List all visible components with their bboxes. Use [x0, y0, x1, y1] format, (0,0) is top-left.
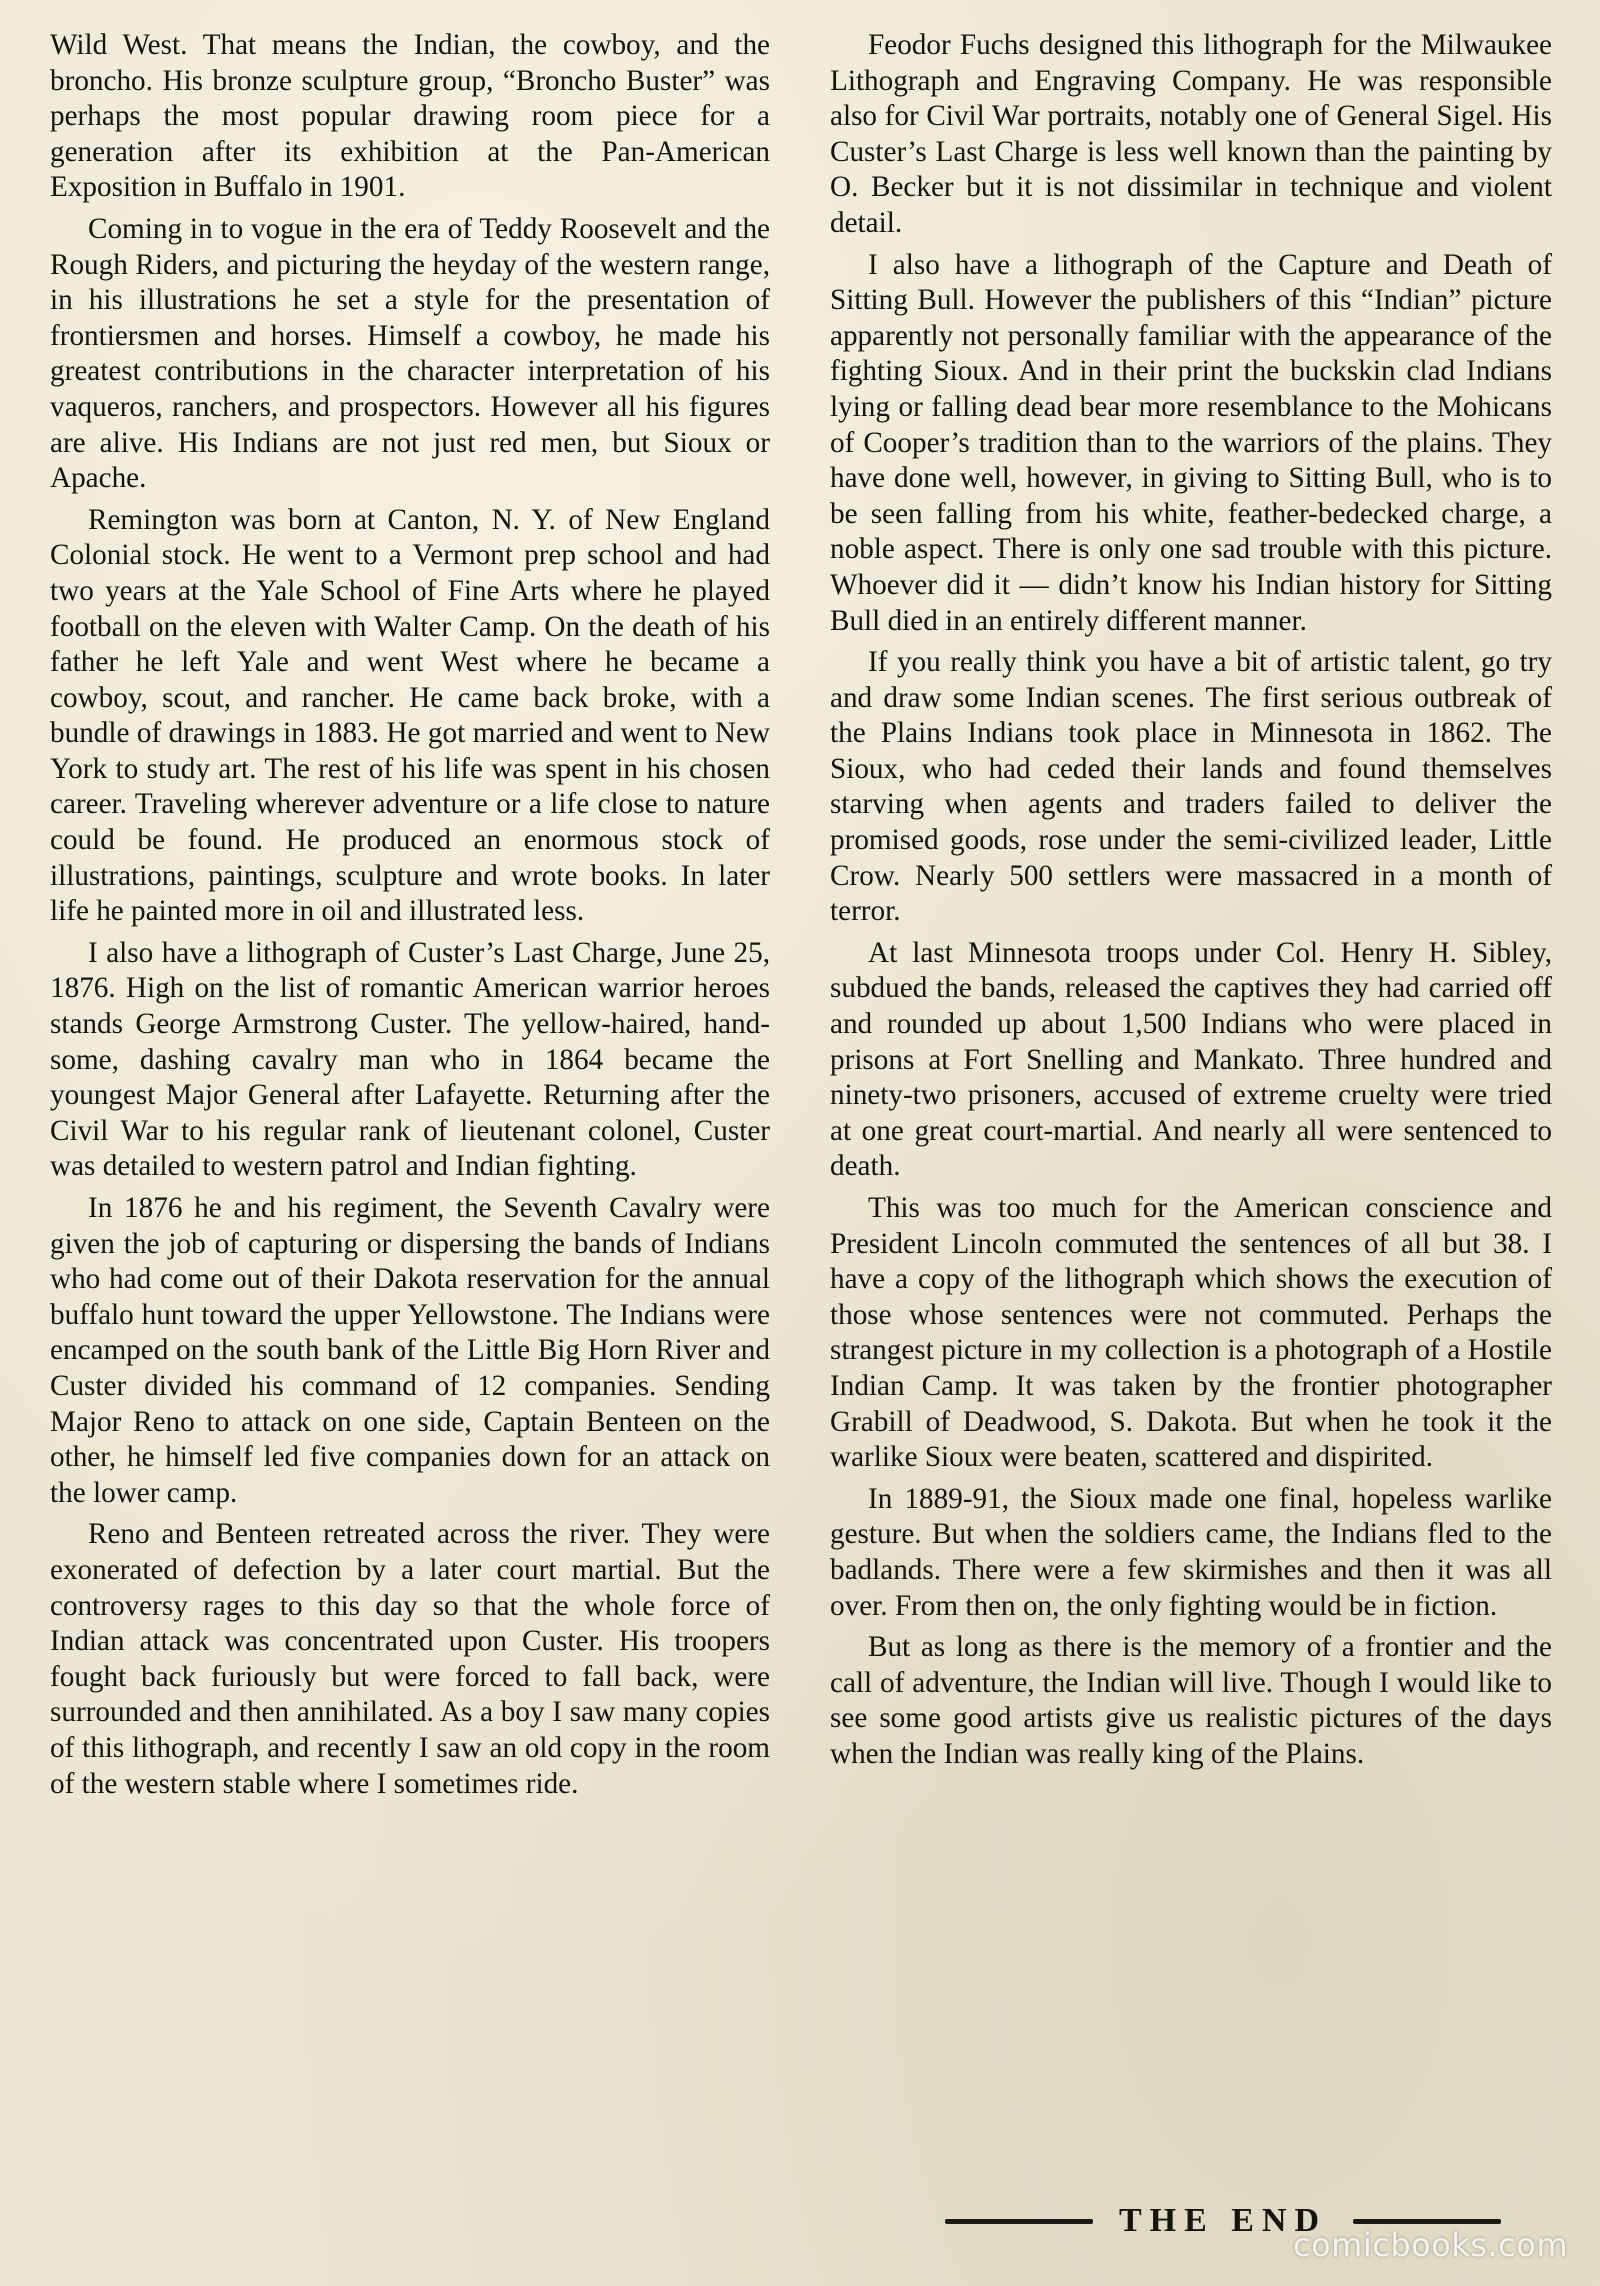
left-column	[50, 28, 770, 1808]
watermark: comicbooks.com	[1292, 2226, 1568, 2264]
paragraph: In 1889-91, the Sioux made one final, hopeless warlike gesture. But when the soldiers came, the Indians fled to the badlands. There were a few skirmishes and then it was all over. From then on, the only fighting would be in fiction.	[830, 1482, 1552, 1622]
paragraph: But as long as there is the memory of a frontier and the call of adventure, the Indian will live. Though I would like to see some good artists give us realistic pictures of the days when the Indian was really king of the Plains.	[830, 1631, 1552, 1770]
paragraph: At last Minnesota troops under Col. Henry H. Sibley, subdued the bands, released the captives they had carried off and rounded up about 1,500 Indians who were placed in prisons at Fort Snelling and Mankato. Three hundred and ninety-two prisoners, accused of extreme cruelty were tried at one great court-martial. And nearly all were sentenced to death.	[830, 936, 1552, 1183]
end-rule-right	[1353, 2219, 1501, 2224]
right-column	[830, 28, 1552, 1779]
paragraph: I also have a lithograph of Custer’s Last Charge, June 25, 1876. High on the list of romantic American warrior heroes stands George Armstrong Custer. The yellow-haired, handsome, dashing cavalry man who in 1864 became the youngest Major General after Lafayette. Returning after the Civil War to his regular rank of lieutenant colonel, Custer was detailed to western patrol and Indian fighting.	[50, 936, 770, 1183]
paragraph: Reno and Benteen retreated across the river. They were exonerated of defection by a later court martial. But the controversy rages to this day so that the whole force of Indian attack was concentrated upon Custer. His troopers fought back furiously but were forced to fall back, were surrounded and then annihilated. As a boy I saw many copies of this lithograph, and recently I saw an old copy in the room of the western stable where I sometimes ride.	[50, 1518, 770, 1800]
paragraph: If you really think you have a bit of artistic talent, go try and draw some Indian scenes. The first serious outbreak of the Plains Indians took place in Minnesota in 1862. The Sioux, who had ceded their lands and found themselves starving when agents and traders failed to deliver the promised goods, rose under the semi-civilized leader, Little Crow. Nearly 500 settlers were massacred in a month of terror.	[830, 646, 1552, 928]
end-text: THE END	[1118, 2202, 1328, 2239]
paragraph: Feodor Fuchs designed this lithograph for the Milwaukee Lithograph and Engraving Company. He was responsible also for Civil War portraits, notably one of General Sigel. His Custer’s Last Charge is less well known than the painting by O. Becker but it is not dissimilar in technique and violent detail.	[830, 29, 1552, 239]
paragraph: Coming in to vogue in the era of Teddy Roosevelt and the Rough Riders, and picturing the heyday of the western range, in his illustrations he set a style for the presentation of frontiersmen and horses. Himself a cowboy, he made his greatest contributions in the character interpretation of his vaqueros, ranchers, and prospectors. However all his figures are alive. His Indians are not just red men, but Sioux or Apache.	[50, 212, 770, 495]
end-rule-left	[945, 2219, 1093, 2224]
paragraph: In 1876 he and his regiment, the Seventh Cavalry were given the job of capturing or dispersing the bands of Indians who had come out of their Dakota reservation for the annual buffalo hunt toward the upper Yellowstone. The Indians were encamped on the south bank of the Little Big Horn River and Custer divided his command of 12 companies. Sending Major Reno to attack on one side, Captain Benteen on the other, he himself led five companies down for an attack on the lower camp.	[50, 1192, 770, 1509]
paragraph: Remington was born at Canton, N. Y. of New England Colonial stock. He went to a Vermont prep school and had two years at the Yale School of Fine Arts where he played football on the eleven with Walter Camp. On the death of his father he left Yale and went West where he became a cowboy, scout, and rancher. He came back broke, with a bundle of drawings in 1883. He got married and went to New York to study art. The rest of his life was spent in his chosen career. Traveling wherever adventure or a life close to nature could be found. He produced an enormous stock of illustrations, paintings, sculpture and wrote books. In later life he painted more in oil and illustrated less.	[50, 503, 770, 928]
paragraph: I also have a lithograph of the Capture and Death of Sitting Bull. However the publishers of this “Indian” picture apparently not personally familiar with the appearance of the fighting Sioux. And in their print the buckskin clad Indians lying or falling dead bear more resemblance to the Mohicans of Cooper’s tradition than to the warriors of the plains. They have done well, however, in giving to Sitting Bull, who is to be seen falling from his white, feather-bedecked charge, a noble aspect. There is only one sad trouble with this picture. Whoever did it — didn’t know his Indian history for Sitting Bull died in an entirely different manner.	[830, 248, 1552, 637]
paragraph: This was too much for the American conscience and President Lincoln commuted the sentences of all but 38. I have a copy of the lithograph which shows the execution of those whose sentences were not commuted. Perhaps the strangest picture in my collection is a photograph of a Hostile Indian Camp. It was taken by the frontier photographer Grabill of Deadwood, S. Dakota. But when he took it the warlike Sioux were beaten, scattered and dispirited.	[830, 1192, 1552, 1474]
paragraph: Wild West. That means the Indian, the cowboy, and the broncho. His bronze sculpture group, “Broncho Buster” was perhaps the most popular drawing room piece for a generation after its exhibition at the Pan-American Exposition in Buffalo in 1901.	[50, 29, 770, 204]
